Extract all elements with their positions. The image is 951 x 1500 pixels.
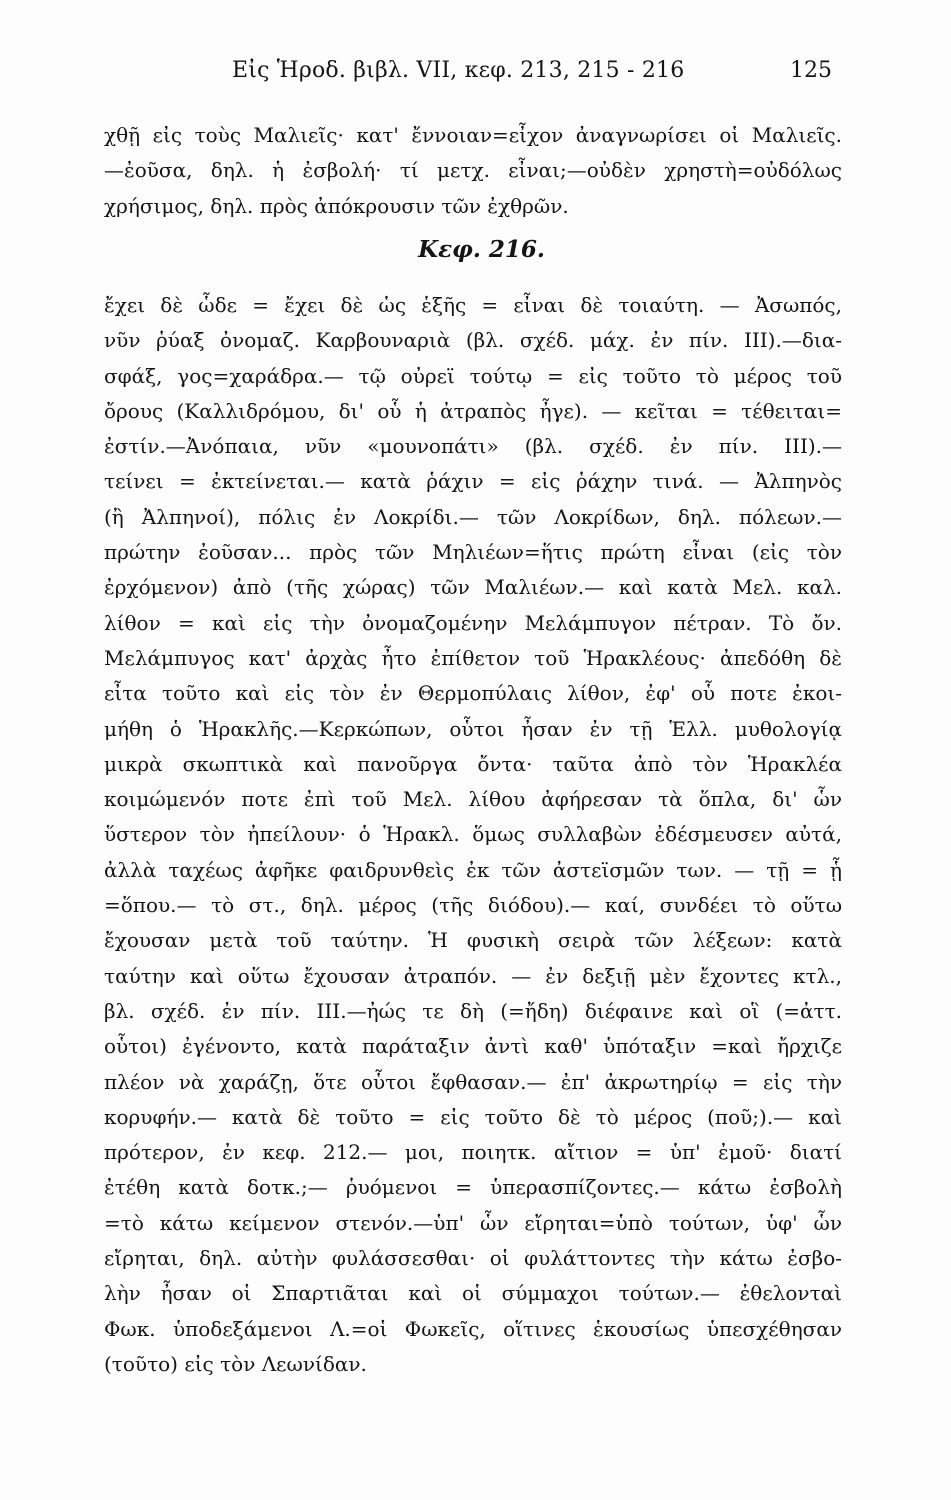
text-line: ἀλλὰ ταχέως ἀφῆκε φαιδρυνθεὶς ἐκ τῶν ἀστεϊσμῶν των. — τῇ = ᾗ xyxy=(104,857,842,882)
text-line: βλ. σχέδ. ἐν πίν. III.—ἠώς τε δὴ (=ἤδη) διέφαινε καὶ οἳ (=ἀττ. xyxy=(104,998,842,1023)
text-line: (τοῦτο) εἰς τὸν Λεωνίδαν. xyxy=(104,1351,367,1376)
text-line: χρήσιμος, δηλ. πρὸς ἀπόκρουσιν τῶν ἐχθρῶν. xyxy=(104,193,569,218)
text-line: λὴν ἦσαν οἱ Σπαρτιᾶται καὶ οἱ σύμμαχοι τούτων.— ἐθελονταὶ xyxy=(104,1281,842,1306)
text-line: ἐρχόμενον) ἀπὸ (τῆς χώρας) τῶν Μαλιέων.— καὶ κατὰ Μελ. καλ. xyxy=(104,575,842,600)
text-line: πρότερον, ἐν κεφ. 212.— μοι, ποιητκ. αἴτιον = ὑπ' ἐμοῦ· διατί xyxy=(104,1140,842,1165)
text-line: Μελάμπυγος κατ' ἀρχὰς ἦτο ἐπίθετον τοῦ Ἡρακλέους· ἀπεδόθη δὲ xyxy=(104,645,842,670)
text-line: ταύτην καὶ οὕτω ἔχουσαν ἀτραπόν. — ἐν δεξιῇ μὲν ἔχοντες κτλ., xyxy=(104,963,842,988)
text-line: οὗτοι) ἐγένοντο, κατὰ παράταξιν ἀντὶ καθ' ὑπόταξιν =καὶ ἤρχιζε xyxy=(104,1034,842,1059)
text-line: νῦν ῥύαξ ὀνομαζ. Καρβουναριὰ (βλ. σχέδ. μάχ. ἐν πίν. III).—δια- xyxy=(104,328,842,353)
text-line: πρώτην ἐοῦσαν... πρὸς τῶν Μηλιέων=ἥτις πρώτη εἶναι (εἰς τὸν xyxy=(104,540,842,565)
commentary-block-ch216 xyxy=(104,288,842,1382)
section-heading: Κεφ. 216. xyxy=(418,236,545,263)
text-line: εἶτα τοῦτο καὶ εἰς τὸν ἐν Θερμοπύλαις λίθον, ἐφ' οὗ ποτε ἐκοι- xyxy=(104,681,842,706)
text-line: κοιμώμενόν ποτε ἐπὶ τοῦ Μελ. λίθου ἀφήρεσαν τὰ ὅπλα, δι' ὧν xyxy=(104,787,842,812)
text-line: σφάξ, γος=χαράδρα.— τῷ οὐρεϊ τούτῳ = εἰς τοῦτο τὸ μέρος τοῦ xyxy=(104,363,842,388)
text-line: ἐστίν.—Ἀνόπαια, νῦν «μουνοπάτι» (βλ. σχέδ. ἐν πίν. III).— xyxy=(104,434,842,459)
text-line: ἔχουσαν μετὰ τοῦ ταύτην. Ἡ φυσικὴ σειρὰ τῶν λέξεων: κατὰ xyxy=(104,928,842,953)
text-line: ὄρους (Καλλιδρόμου, δι' οὗ ἡ ἀτραπὸς ἦγε). — κεῖται = τέθειται= xyxy=(104,398,842,423)
commentary-block-ch215 xyxy=(104,118,842,224)
text-line: Φωκ. ὑποδεξάμενοι Λ.=οἱ Φωκεῖς, οἵτινες ἑκουσίως ὑπεσχέθησαν xyxy=(104,1316,842,1341)
text-line: —ἐοῦσα, δηλ. ἡ ἐσβολή· τί μετχ. εἶναι;—οὐδὲν χρηστὴ=οὐδόλως xyxy=(104,158,842,183)
text-line: κορυφήν.— κατὰ δὲ τοῦτο = εἰς τοῦτο δὲ τὸ μέρος (ποῦ;).— καὶ xyxy=(104,1104,842,1129)
text-line: ἐτέθη κατὰ δοτκ.;— ῥυόμενοι = ὑπερασπίζοντες.— κάτω ἐσβολὴ xyxy=(104,1175,842,1200)
running-head: Εἰς Ἡροδ. βιβλ. VII, κεφ. 213, 215 - 216 xyxy=(232,58,685,83)
text-line: χθῇ εἰς τοὺς Μαλιεῖς· κατ' ἔννοιαν=εἶχον ἀναγνωρίσει οἱ Μαλιεῖς. xyxy=(104,123,842,147)
text-line: εἴρηται, δηλ. αὐτὴν φυλάσσεσθαι· οἱ φυλάττοντες τὴν κάτω ἐσβο- xyxy=(104,1246,842,1271)
text-line: μικρὰ σκωπτικὰ καὶ πανοῦργα ὄντα· ταῦτα ἀπὸ τὸν Ἡρακλέα xyxy=(104,751,842,776)
text-line: τείνει = ἐκτείνεται.— κατὰ ῥάχιν = εἰς ῥάχην τινά. — Ἀλπηνὸς xyxy=(104,469,842,494)
text-line: πλέον νὰ χαράζῃ, ὅτε οὗτοι ἔφθασαν.— ἐπ' ἀκρωτηρίῳ = εἰς τὴν xyxy=(104,1069,842,1094)
text-line: λίθον = καὶ εἰς τὴν ὀνομαζομένην Μελάμπυγον πέτραν. Τὸ ὄν. xyxy=(104,610,842,635)
text-line: ἔχει δὲ ὧδε = ἔχει δὲ ὡς ἑξῆς = εἶναι δὲ τοιαύτη. — Ἀσωπός, xyxy=(104,293,842,317)
text-line: (ἢ Ἀλπηνοί), πόλις ἐν Λοκρίδι.— τῶν Λοκρίδων, δηλ. πόλεων.— xyxy=(104,504,842,529)
text-line: μήθη ὁ Ἡρακλῆς.—Κερκώπων, οὗτοι ἦσαν ἐν τῇ Ἑλλ. μυθολογίᾳ xyxy=(104,716,842,741)
page-number: 125 xyxy=(790,58,832,83)
text-line: =ὅπου.— τὸ στ., δηλ. μέρος (τῆς διόδου).— καί, συνδέει τὸ οὕτω xyxy=(104,893,842,918)
text-line: =τὸ κάτω κείμενον στενόν.—ὑπ' ὧν εἴρηται=ὑπὸ τούτων, ὑφ' ὧν xyxy=(104,1210,842,1235)
text-line: ὕστερον τὸν ἠπείλουν· ὁ Ἡρακλ. ὅμως συλλαβὼν ἐδέσμευσεν αὐτά, xyxy=(104,822,842,847)
